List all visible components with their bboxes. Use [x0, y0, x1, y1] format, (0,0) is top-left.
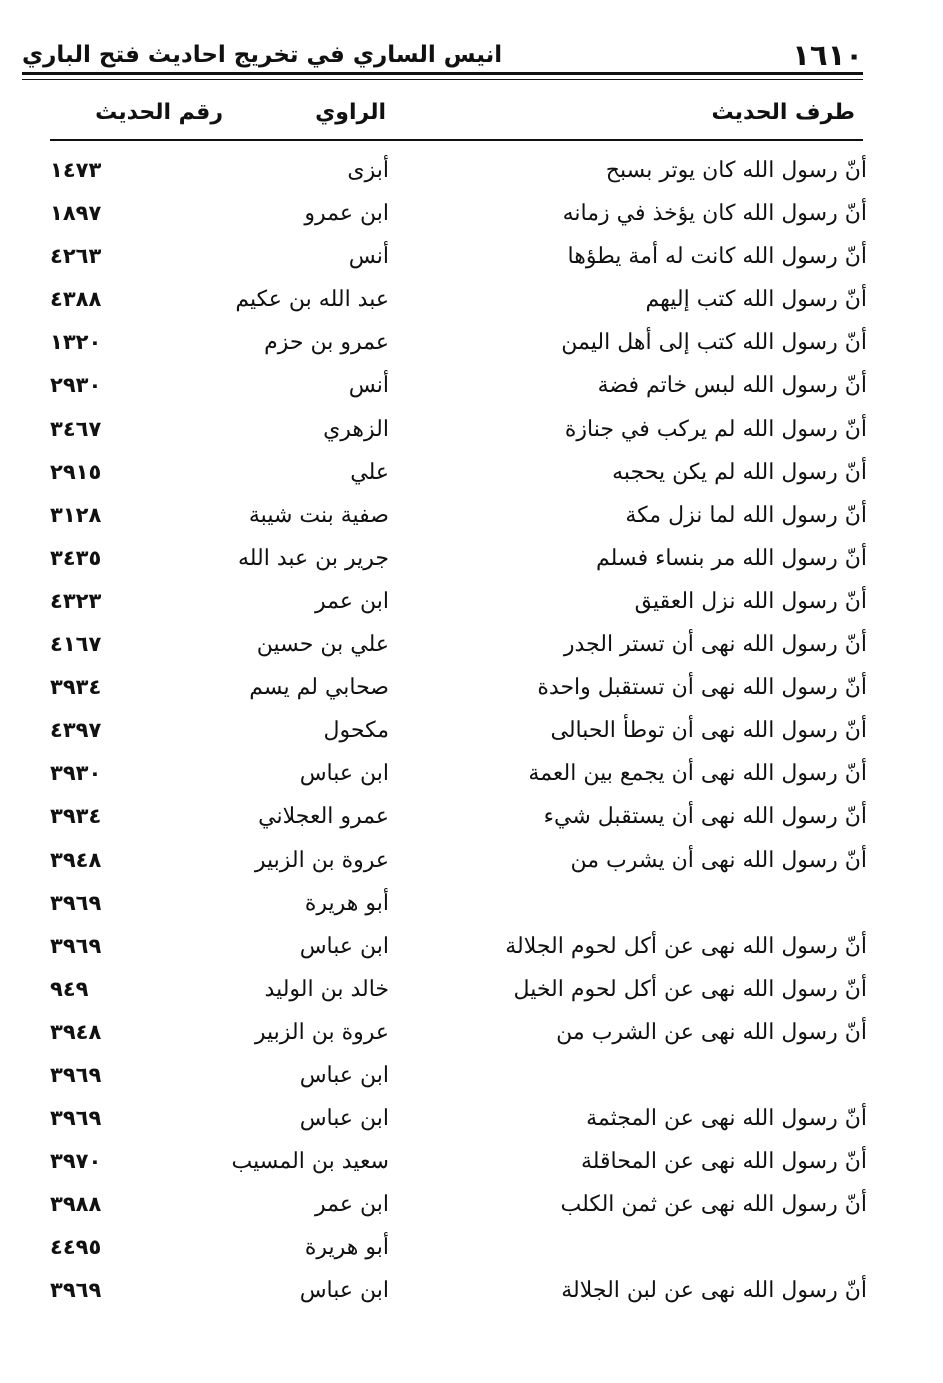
- column-header-number: رقم الحديث: [95, 100, 223, 125]
- table-row: [50, 1055, 867, 1098]
- table-row: [50, 667, 867, 710]
- hadith-text: أنّ رسول الله لما نزل مكة: [625, 502, 867, 528]
- hadith-number: ٣٩٣٤: [50, 675, 102, 700]
- narrator-name: ابن عباس: [299, 1062, 389, 1088]
- hadith-number: ٣٩٦٩: [50, 933, 102, 958]
- table-row: [50, 753, 867, 796]
- hadith-number: ٢٩١٥: [50, 459, 102, 484]
- hadith-number: ١٨٩٧: [50, 201, 102, 226]
- hadith-text: أنّ رسول الله نهى أن تستقبل واحدة: [537, 675, 867, 701]
- hadith-text: أنّ رسول الله مر بنساء فسلم: [596, 545, 867, 571]
- narrator-name: عمرو العجلاني: [258, 804, 389, 830]
- running-title: انيس الساري في تخريج احاديث فتح الباري: [22, 42, 503, 68]
- header-rule-thin: [22, 79, 863, 80]
- hadith-number: ٤٢٦٣: [50, 244, 102, 269]
- table-row: [50, 710, 867, 753]
- hadith-text: أنّ رسول الله كانت له أمة يطؤها: [567, 244, 867, 270]
- narrator-name: الزهري: [323, 416, 389, 442]
- table-row: [50, 279, 867, 322]
- hadith-text: أنّ رسول الله نهى عن أكل لحوم الخيل: [513, 976, 867, 1002]
- hadith-text: أنّ رسول الله نهى عن أكل لحوم الجلالة: [505, 933, 867, 959]
- hadith-number: ٣١٢٨: [50, 502, 102, 527]
- table-row: [50, 1012, 867, 1055]
- table-row: [50, 1184, 867, 1227]
- hadith-text: أنّ رسول الله كتب إلى أهل اليمن: [561, 330, 867, 356]
- hadith-text: أنّ رسول الله لم يركب في جنازة: [564, 416, 867, 442]
- hadith-number: ٣٩٦٩: [50, 1278, 102, 1303]
- table-row: [50, 883, 867, 926]
- table-row: [50, 193, 867, 236]
- hadith-text: أنّ رسول الله نهى أن يستقبل شيء: [543, 804, 867, 830]
- table-row: [50, 1098, 867, 1141]
- column-header-rule: [50, 139, 863, 141]
- hadith-text: أنّ رسول الله لم يكن يحجبه: [612, 459, 867, 485]
- table-row: [50, 581, 867, 624]
- column-header-narrator: الراوي: [315, 100, 386, 125]
- hadith-number: ٣٩٣٠: [50, 761, 102, 786]
- narrator-name: ابن عمرو: [304, 201, 389, 227]
- hadith-index-table: [50, 150, 867, 1314]
- narrator-name: سعيد بن المسيب: [231, 1149, 389, 1175]
- narrator-name: أبو هريرة: [304, 1235, 389, 1261]
- hadith-text: أنّ رسول الله كتب إليهم: [645, 287, 867, 313]
- narrator-name: مكحول: [323, 718, 389, 744]
- hadith-number: ٤٣٢٣: [50, 588, 102, 613]
- table-row: [50, 926, 867, 969]
- hadith-number: ٣٩٨٨: [50, 1192, 102, 1217]
- table-row: [50, 495, 867, 538]
- hadith-text: أنّ رسول الله نهى عن الشرب من: [556, 1019, 867, 1045]
- hadith-number: ٣٩٦٩: [50, 1106, 102, 1131]
- hadith-number: ١٣٢٠: [50, 330, 102, 355]
- hadith-text: أنّ رسول الله نهى أن يشرب من: [570, 847, 867, 873]
- table-row: [50, 840, 867, 883]
- hadith-text: أنّ رسول الله كان يؤخذ في زمانه: [562, 201, 867, 227]
- hadith-number: ٣٤٣٥: [50, 545, 102, 570]
- narrator-name: صفية بنت شيبة: [248, 502, 389, 528]
- narrator-name: ابن عباس: [299, 1278, 389, 1304]
- narrator-name: عبد الله بن عكيم: [235, 287, 389, 313]
- table-row: [50, 365, 867, 408]
- hadith-number: ٣٩٦٩: [50, 890, 102, 915]
- table-row: [50, 969, 867, 1012]
- table-row: [50, 624, 867, 667]
- hadith-text: أنّ رسول الله نهى عن المحاقلة: [580, 1149, 867, 1175]
- narrator-name: ابن عباس: [299, 933, 389, 959]
- table-row: [50, 409, 867, 452]
- hadith-text: أنّ رسول الله نهى أن توطأ الحبالى: [550, 718, 867, 744]
- hadith-number: ٣٩٤٨: [50, 1019, 102, 1044]
- narrator-name: خالد بن الوليد: [264, 976, 389, 1002]
- table-row: [50, 1141, 867, 1184]
- narrator-name: عروة بن الزبير: [254, 1019, 389, 1045]
- table-row: [50, 1270, 867, 1313]
- narrator-name: علي بن حسين: [256, 632, 389, 658]
- narrator-name: ابن عباس: [299, 761, 389, 787]
- narrator-name: أبو هريرة: [304, 890, 389, 916]
- hadith-text: أنّ رسول الله نهى عن المجثمة: [586, 1106, 867, 1132]
- hadith-number: ٤٤٩٥: [50, 1235, 102, 1260]
- column-header-hadith: طرف الحديث: [711, 100, 855, 125]
- table-row: [50, 236, 867, 279]
- narrator-name: ابن عباس: [299, 1106, 389, 1132]
- hadith-number: ٣٩٣٤: [50, 804, 102, 829]
- narrator-name: أنس: [348, 373, 389, 399]
- table-row: [50, 538, 867, 581]
- table-row: [50, 796, 867, 839]
- narrator-name: عروة بن الزبير: [254, 847, 389, 873]
- hadith-number: ٩٤٩: [50, 976, 89, 1001]
- hadith-number: ٣٩٤٨: [50, 847, 102, 872]
- table-row: [50, 1227, 867, 1270]
- hadith-number: ٣٩٦٩: [50, 1062, 102, 1087]
- hadith-text: أنّ رسول الله نهى عن لبن الجلالة: [561, 1278, 867, 1304]
- narrator-name: علي: [350, 459, 389, 485]
- hadith-number: ٤١٦٧: [50, 632, 102, 657]
- narrator-name: صحابي لم يسم: [249, 675, 389, 701]
- hadith-number: ١٤٧٣: [50, 158, 102, 182]
- hadith-number: ٣٤٦٧: [50, 416, 102, 441]
- narrator-name: عمرو بن حزم: [264, 330, 389, 356]
- narrator-name: ابن عمر: [315, 588, 389, 614]
- hadith-number: ٤٣٩٧: [50, 718, 102, 743]
- narrator-name: أبزى: [347, 158, 389, 183]
- narrator-name: جرير بن عبد الله: [237, 545, 389, 571]
- hadith-number: ٤٣٨٨: [50, 287, 102, 312]
- hadith-text: أنّ رسول الله لبس خاتم فضة: [597, 373, 867, 399]
- hadith-text: أنّ رسول الله نزل العقيق: [634, 588, 867, 614]
- hadith-text: أنّ رسول الله نهى عن ثمن الكلب: [560, 1192, 867, 1218]
- page-number: ١٦١٠: [792, 38, 863, 72]
- hadith-number: ٢٩٣٠: [50, 373, 102, 398]
- hadith-number: ٣٩٧٠: [50, 1149, 102, 1174]
- table-row: [50, 150, 867, 193]
- narrator-name: ابن عمر: [315, 1192, 389, 1218]
- table-row: [50, 322, 867, 365]
- hadith-text: أنّ رسول الله نهى أن يجمع بين العمة: [528, 761, 867, 787]
- page-header: [22, 36, 863, 76]
- narrator-name: أنس: [348, 244, 389, 270]
- hadith-text: أنّ رسول الله كان يوتر بسبح: [605, 158, 867, 183]
- header-rule-thick: [22, 72, 863, 75]
- table-row: [50, 452, 867, 495]
- column-headers: [50, 100, 863, 136]
- hadith-text: أنّ رسول الله نهى أن تستر الجدر: [563, 632, 867, 658]
